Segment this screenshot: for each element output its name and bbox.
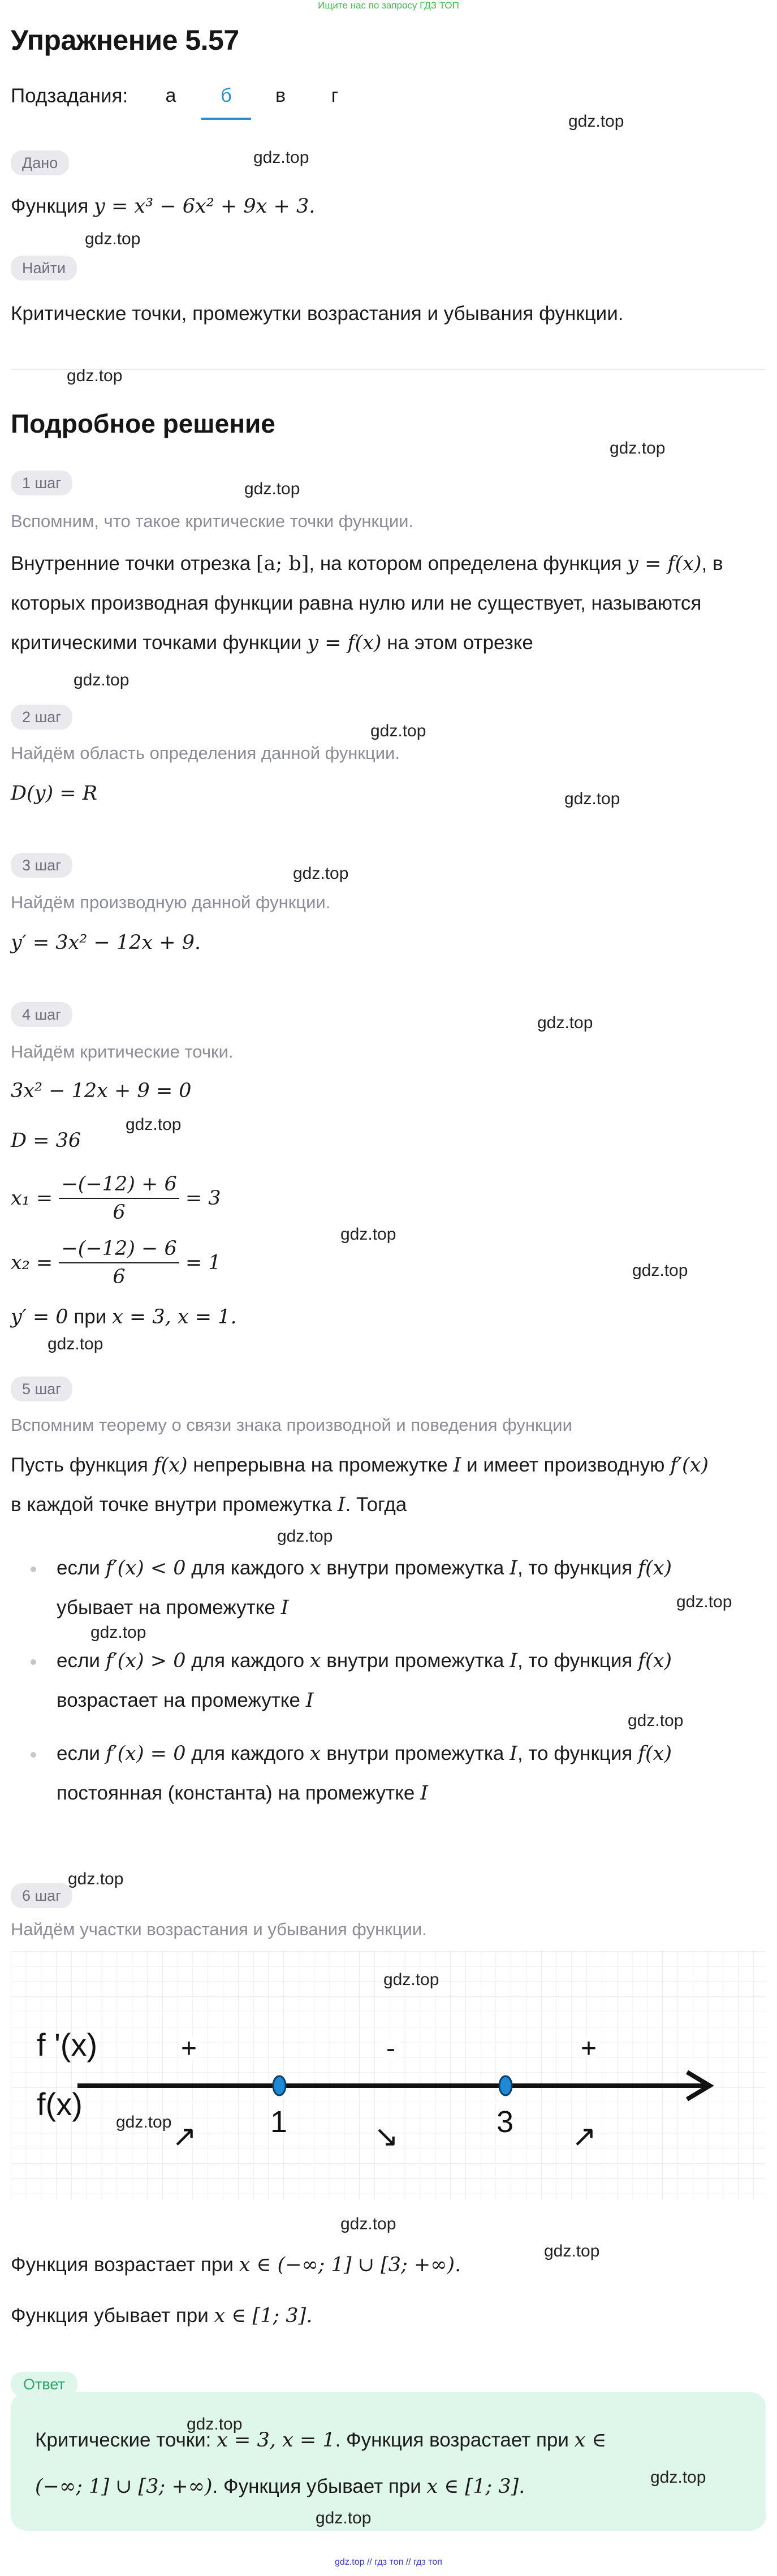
watermark: gdz.top	[48, 1335, 103, 1353]
f-label: f(x)	[37, 2086, 83, 2122]
bullet-text: , то функция	[517, 1557, 633, 1579]
tab-b[interactable]: б	[221, 85, 232, 106]
bullet-interval: I	[305, 1689, 314, 1712]
bullet-interval: I	[280, 1596, 289, 1619]
answer-text: Критические точки:	[35, 2429, 211, 2451]
bullet-marker	[31, 1752, 36, 1758]
watermark: gdz.top	[632, 1261, 688, 1280]
step-1-text: , на котором определена функция	[309, 553, 622, 575]
increase-text: Функция возрастает при	[11, 2254, 234, 2276]
step-1-text: на этом отрезке	[387, 632, 533, 654]
answer-interval: (−∞; 1] ∪ [3; +∞)	[35, 2475, 213, 2498]
theorem-interval: I	[453, 1454, 461, 1477]
watermark: gdz.top	[67, 366, 123, 385]
answer-box	[11, 2392, 766, 2531]
monotonic-arrow: ↗	[172, 2120, 197, 2154]
watermark: gdz.top	[244, 480, 300, 498]
bullet-2-line-1	[57, 1647, 672, 1675]
watermark: gdz.top	[293, 864, 349, 883]
step-1-hint: Вспомним, что такое критические точки функции.	[11, 511, 414, 531]
bullet-condition: f′(x) > 0	[105, 1650, 186, 1672]
bullet-text: для каждого	[191, 1557, 305, 1579]
theorem-text: непрерывна на промежутке	[193, 1454, 448, 1476]
monotonic-arrow: ↘	[374, 2120, 399, 2154]
find-badge: Найти	[11, 256, 77, 281]
x2-numerator: −(−12) − 6	[59, 1235, 179, 1263]
result-formula: y′ = 0	[11, 1306, 68, 1328]
tab-g[interactable]: г	[331, 85, 339, 106]
theorem-text: и имеет производную	[467, 1454, 665, 1476]
theorem-func: f(x)	[153, 1454, 188, 1477]
x2-rhs: = 1	[185, 1252, 221, 1274]
watermark: gdz.top	[316, 2509, 372, 2527]
bullet-text: если	[57, 1742, 100, 1764]
bullet-func: f(x)	[638, 1650, 672, 1672]
decrease-text: Функция убывает при	[11, 2305, 209, 2327]
bullet-marker	[31, 1567, 36, 1572]
step-1-text: критическими точками функции	[11, 632, 302, 654]
answer-points: x = 3, x = 1	[217, 2429, 335, 2452]
given-text	[11, 192, 315, 221]
theorem-derivative: f′(x)	[670, 1454, 709, 1477]
bullet-3-line-2	[57, 1779, 428, 1807]
critical-point-3	[499, 2076, 512, 2095]
bullet-text: , то функция	[517, 1650, 633, 1672]
step-1-func: y = f(x)	[307, 632, 382, 654]
bullet-text: если	[57, 1557, 100, 1579]
watermark: gdz.top	[564, 789, 620, 808]
tab-a[interactable]: а	[165, 85, 176, 106]
watermark: gdz.top	[187, 2415, 243, 2433]
decrease-interval: x ∈ [1; 3].	[214, 2305, 313, 2327]
bullet-interval: I	[510, 1557, 517, 1580]
bullet-var: x	[309, 1650, 321, 1672]
page-title: Упражнение 5.57	[11, 24, 239, 56]
bullet-2-line-2	[57, 1686, 314, 1715]
bullet-text: возрастает на промежутке	[57, 1689, 300, 1711]
x1-numerator: −(−12) + 6	[59, 1171, 179, 1199]
watermark: gdz.top	[544, 2242, 600, 2260]
x1-rhs: = 3	[185, 1187, 221, 1210]
derivative-sign: +	[180, 2034, 197, 2064]
theorem-text: Пусть функция	[11, 1454, 148, 1476]
given-prefix: Функция	[11, 195, 89, 217]
bullet-interval: I	[510, 1742, 517, 1765]
step-2-hint: Найдём область определения данной функции.	[11, 743, 400, 763]
step-1-line-2: которых производная функции равна нулю или не существует, называются	[11, 592, 702, 614]
bullet-func: f(x)	[638, 1742, 672, 1765]
step-5-badge: 5 шаг	[11, 1377, 72, 1401]
bullet-text: внутри промежутка	[326, 1650, 504, 1672]
watermark: gdz.top	[676, 1593, 732, 1611]
bullet-text: , то функция	[517, 1742, 633, 1764]
answer-text: . Функция возрастает при	[335, 2429, 569, 2451]
step-1-segment: [a; b]	[256, 553, 309, 575]
theorem-text: в каждой точке внутри промежутка	[11, 1494, 332, 1516]
watermark: gdz.top	[85, 230, 141, 248]
increase-result	[11, 2251, 461, 2279]
bullet-var: x	[309, 1557, 321, 1580]
fprime-label: f '(x)	[37, 2027, 98, 2062]
bullet-condition: f′(x) < 0	[105, 1557, 186, 1580]
answer-line-2	[35, 2473, 525, 2501]
tab-v[interactable]: в	[275, 85, 286, 106]
watermark: gdz.top	[74, 671, 130, 689]
answer-text: . Функция убывает при	[212, 2475, 421, 2497]
watermark: gdz.top	[277, 1527, 333, 1546]
bullet-3-line-1	[57, 1740, 672, 1768]
step-4-badge: 4 шаг	[11, 1002, 72, 1027]
result-text: при	[74, 1306, 107, 1328]
step-5-para-line-2	[11, 1491, 407, 1519]
watermark: gdz.top	[610, 439, 666, 458]
watermark: gdz.top	[90, 1623, 146, 1642]
watermark: gdz.top	[253, 148, 309, 167]
active-tab-indicator	[201, 118, 251, 120]
watermark: gdz.top	[340, 1225, 396, 1244]
critical-point-label: 1	[270, 2105, 288, 2139]
step-4-discriminant: D = 36	[11, 1129, 81, 1152]
watermark: gdz.top	[383, 1970, 439, 1989]
monotonic-arrow: ↗	[572, 2120, 597, 2154]
increase-interval: x ∈ (−∞; 1] ∪ [3; +∞).	[239, 2254, 461, 2276]
bullet-func: f(x)	[638, 1557, 672, 1580]
answer-formula: x ∈	[574, 2429, 607, 2452]
step-1-text: Внутренние точки отрезка	[11, 553, 251, 575]
step-4-equation: 3x² − 12x + 9 = 0	[11, 1080, 192, 1102]
answer-interval: x ∈ [1; 3].	[426, 2475, 525, 2498]
bullet-var: x	[309, 1742, 321, 1765]
x2-denominator: 6	[113, 1266, 126, 1288]
watermark: gdz.top	[68, 1870, 124, 1888]
watermark: gdz.top	[126, 1115, 182, 1134]
step-3-formula: y′ = 3x² − 12x + 9.	[11, 931, 201, 954]
bullet-condition: f′(x) = 0	[105, 1742, 186, 1765]
given-formula: y = x³ − 6x² + 9x + 3.	[94, 195, 316, 218]
bullet-1-line-2	[57, 1594, 288, 1622]
watermark: gdz.top	[628, 1711, 684, 1730]
step-2-badge: 2 шаг	[11, 705, 72, 730]
x1-denominator: 6	[113, 1201, 126, 1224]
answer-badge: Ответ	[11, 2372, 77, 2397]
step-6-badge: 6 шаг	[11, 1883, 72, 1908]
step-5-para-line-1	[11, 1451, 709, 1479]
critical-point-label: 3	[497, 2105, 514, 2139]
bullet-text: внутри промежутка	[326, 1742, 504, 1764]
bullet-text: если	[57, 1650, 100, 1672]
subtasks-label: Подзадания:	[11, 85, 128, 107]
step-3-badge: 3 шаг	[11, 853, 72, 878]
footer: gdz.top // гдз топ // гдз топ	[335, 2557, 442, 2567]
result-values: x = 3, x = 1.	[112, 1306, 237, 1328]
step-1-text: , в	[701, 553, 723, 575]
bullet-marker	[31, 1659, 36, 1665]
bullet-interval: I	[510, 1650, 517, 1672]
watermark: gdz.top	[340, 2215, 396, 2233]
bullet-text: для каждого	[191, 1650, 305, 1672]
answer-line-1	[35, 2426, 606, 2454]
theorem-text: . Тогда	[345, 1494, 407, 1516]
derivative-sign: -	[386, 2034, 395, 2064]
critical-point-1	[273, 2076, 286, 2095]
watermark: gdz.top	[568, 112, 624, 131]
watermark: gdz.top	[650, 2468, 706, 2487]
bullet-text: для каждого	[191, 1742, 305, 1764]
decrease-result	[11, 2302, 312, 2330]
bullet-text: внутри промежутка	[326, 1557, 504, 1579]
solution-title: Подробное решение	[11, 409, 275, 438]
bullet-interval: I	[420, 1782, 428, 1805]
step-4-hint: Найдём критические точки.	[11, 1042, 234, 1062]
step-6-hint: Найдём участки возрастания и убывания функции.	[11, 1919, 427, 1939]
derivative-sign: +	[580, 2034, 597, 2064]
x2-lhs: x₂ =	[11, 1252, 53, 1274]
bullet-1-line-1	[57, 1554, 672, 1582]
step-4-x2	[11, 1235, 221, 1291]
step-5-hint: Вспомним теорему о связи знака производной и поведения функции	[11, 1415, 572, 1435]
watermark: gdz.top	[370, 722, 426, 740]
x1-fraction	[59, 1171, 179, 1226]
watermark: gdz.top	[116, 2113, 172, 2131]
divider	[11, 369, 766, 370]
step-1-func: y = f(x)	[627, 553, 702, 575]
x1-lhs: x₁ =	[11, 1187, 53, 1210]
watermark: gdz.top	[537, 1013, 593, 1032]
theorem-interval: I	[337, 1494, 346, 1516]
x2-fraction	[59, 1235, 179, 1291]
top-banner: Ищите нас по запросу ГДЗ ТОП	[318, 0, 459, 11]
step-3-hint: Найдём производную данной функции.	[11, 892, 331, 912]
given-badge: Дано	[11, 150, 69, 175]
step-2-formula: D(y) = R	[11, 782, 98, 805]
step-1-line-1	[11, 550, 723, 578]
find-text: Критические точки, промежутки возрастания и убывания функции.	[11, 303, 624, 325]
step-1-badge: 1 шаг	[11, 471, 72, 495]
bullet-text: постоянная (константа) на промежутке	[57, 1782, 415, 1804]
step-4-x1	[11, 1171, 221, 1226]
step-1-line-3	[11, 629, 533, 657]
step-4-result	[11, 1303, 237, 1331]
bullet-text: убывает на промежутке	[57, 1596, 275, 1619]
